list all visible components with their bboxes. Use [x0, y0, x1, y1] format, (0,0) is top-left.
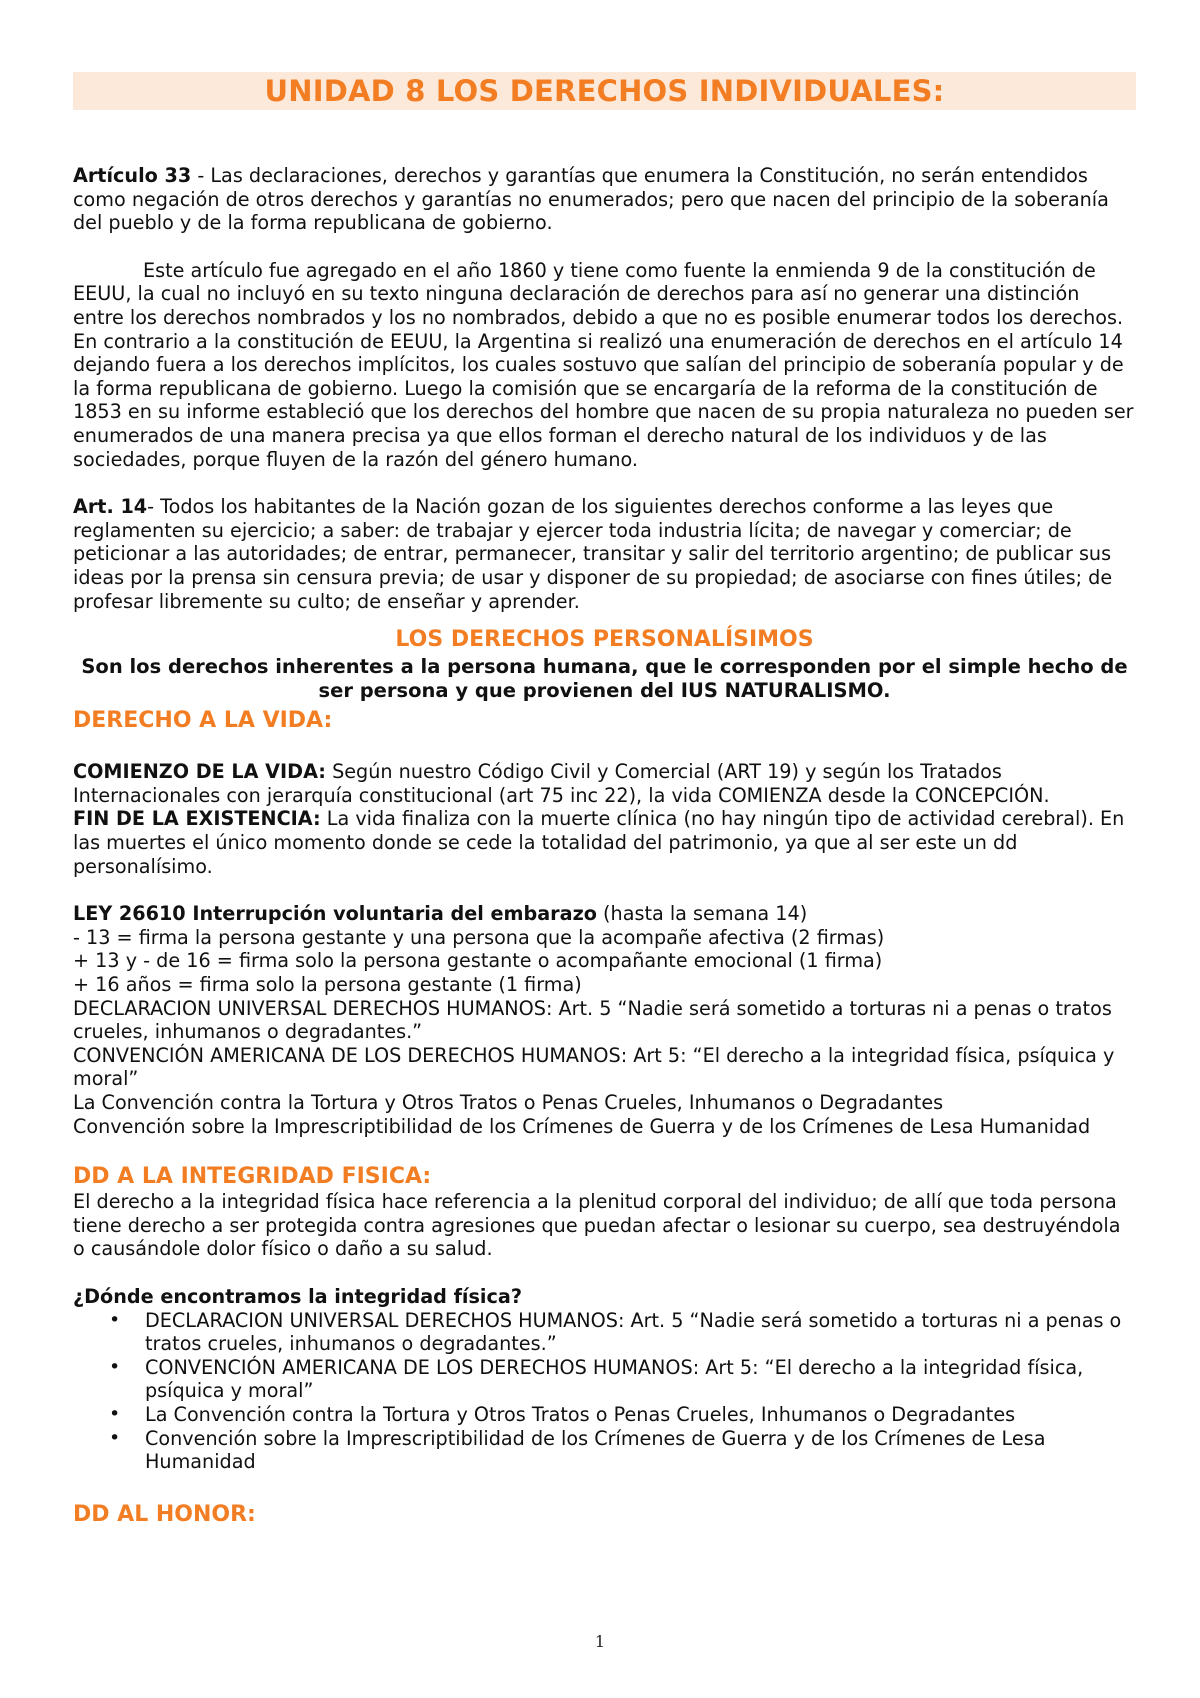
article-33-text: - Las declaraciones, derechos y garantías que enumera la Constitución, no serán entendidos como negación de otros derechos y garantías no enumerados; pero que nacen del principio de la soberanía del pueblo y de la forma republicana de gobierno. [73, 164, 1109, 235]
vida-line: La Convención contra la Tortura y Otros Tratos o Penas Crueles, Inhumanos o Degradantes [73, 1091, 944, 1114]
vida-line: + 13 y - de 16 = firma solo la persona gestante o acompañante emocional (1 firma) [73, 949, 883, 973]
vida-line: Convención sobre la Imprescriptibilidad de los Crímenes de Guerra y de los Crímenes de Lesa Humanidad [73, 1114, 1091, 1138]
ley-label: LEY 26610 Interrupción voluntaria del embarazo [73, 902, 597, 926]
comienzo-paragraph [73, 760, 1136, 807]
vida-line: CONVENCIÓN AMERICANA DE LOS DERECHOS HUMANOS: Art 5: “El derecho a la integridad física, psíquica y moral” [73, 1043, 1115, 1091]
bullet-icon: • [109, 1426, 121, 1449]
personalisimos-subtitle: Son los derechos inherentes a la persona humana, que le corresponden por el simple hecho de ser persona y que provienen del IUS NATURALISMO. [81, 655, 1128, 702]
list-item-text: Convención sobre la Imprescriptibilidad de los Crímenes de Guerra y de los Crímenes de Lesa Humanidad [145, 1426, 1046, 1474]
section-heading-personalisimos: LOS DERECHOS PERSONALÍSIMOS [395, 627, 814, 653]
fin-label: FIN DE LA EXISTENCIA: [73, 807, 321, 831]
list-item-text: CONVENCIÓN AMERICANA DE LOS DERECHOS HUMANOS: Art 5: “El derecho a la integridad física, psíquica y moral” [145, 1355, 1084, 1403]
vida-line: + 16 años = firma solo la persona gestante (1 firma) [73, 973, 582, 997]
list-item-text: DECLARACION UNIVERSAL DERECHOS HUMANOS: Art. 5 “Nadie será sometido a torturas ni a penas o tratos crueles, inhumanos o degradantes.” [145, 1308, 1122, 1356]
title-bar [73, 72, 1136, 110]
bullet-icon: • [109, 1355, 121, 1378]
bullet-icon: • [109, 1402, 121, 1425]
list-item [109, 1355, 1136, 1403]
bullet-icon: • [109, 1308, 121, 1331]
list-item-text: La Convención contra la Tortura y Otros Tratos o Penas Crueles, Inhumanos o Degradantes [145, 1402, 1016, 1426]
list-item [109, 1402, 1136, 1427]
section-heading-integridad: DD A LA INTEGRIDAD FISICA: [73, 1164, 432, 1190]
article-14-paragraph [73, 495, 1136, 613]
section-heading-vida: DERECHO A LA VIDA: [73, 708, 333, 734]
list-item [109, 1426, 1136, 1474]
integridad-paragraph: El derecho a la integridad física hace referencia a la plenitud corporal del individuo; de allí que toda persona tiene derecho a ser protegida contra agresiones que puedan afectar o lesionar su cuerpo, sea destruyéndola o causándole dolor físico o daño a su salud. [73, 1190, 1121, 1261]
fin-paragraph [73, 807, 1136, 878]
vida-line: DECLARACION UNIVERSAL DERECHOS HUMANOS: Art. 5 “Nadie será sometido a torturas ni a penas o tratos crueles, inhumanos o degradantes.” [73, 996, 1112, 1044]
vida-line: - 13 = firma la persona gestante y una persona que la acompañe afectiva (2 firmas) [73, 925, 885, 949]
comienzo-text: Según nuestro Código Civil y Comercial (ART 19) y según los Tratados Internacionales con jerarquía constitucional (art 75 inc 22), la vida COMIENZA desde la CONCEPCIÓN. [73, 760, 1050, 807]
article-33-commentary: Este artículo fue agregado en el año 1860 y tiene como fuente la enmienda 9 de la constitución de EEUU, la cual no incluyó en su texto ninguna declaración de derechos para así no generar una distinción entre los derechos nombrados y los no nombrados, debido a que no es posible enumerar todos los derechos. En contrario a la constitución de EEUU, la Argentina si realizó una enumeración de derechos en el artículo 14 dejando fuera a los derechos implícitos, los cuales sostuvo que salían del principio de soberanía popular y de la forma republicana de gobierno. Luego la comisión que se encargaría de la reforma de la constitución de 1853 en su informe estableció que los derechos del hombre que nacen de su propia naturaleza no pueden ser enumerados de una manera precisa ya que ellos forman el derecho natural de los individuos y de las sociedades, porque fluyen de la razón del género humano. [73, 258, 1134, 471]
article-14-text: - Todos los habitantes de la Nación gozan de los siguientes derechos conforme a las leyes que reglamenten su ejercicio; a saber: de trabajar y ejercer toda industria lícita; de navegar y comerciar; de peticionar a las autoridades; de entrar, permanecer, transitar y salir del territorio argentino; de publicar sus ideas por la prensa sin censura previa; de usar y disponer de su propiedad; de asociarse con fines útiles; de profesar libremente su culto; de enseñar y aprender. [73, 495, 1113, 613]
article-33-paragraph [73, 164, 1136, 235]
article-14-label: Art. 14 [73, 495, 148, 519]
ley-text: (hasta la semana 14) [596, 902, 808, 926]
integridad-list [73, 1309, 1136, 1474]
comienzo-label: COMIENZO DE LA VIDA: [73, 760, 326, 784]
integridad-question: ¿Dónde encontramos la integridad física? [73, 1284, 522, 1308]
document-page [73, 72, 1136, 1528]
article-33-label: Artículo 33 [73, 164, 192, 187]
ley-paragraph [73, 902, 1136, 926]
list-item [109, 1308, 1136, 1356]
document-title: UNIDAD 8 LOS DERECHOS INDIVIDUALES: [264, 74, 945, 108]
fin-text: La vida finaliza con la muerte clínica (no hay ningún tipo de actividad cerebral). En las muertes el único momento donde se cede la totalidad del patrimonio, ya que al ser este un dd personalísimo. [73, 807, 1125, 878]
page-number: 1 [594, 1632, 606, 1651]
section-heading-honor: DD AL HONOR: [73, 1501, 256, 1527]
